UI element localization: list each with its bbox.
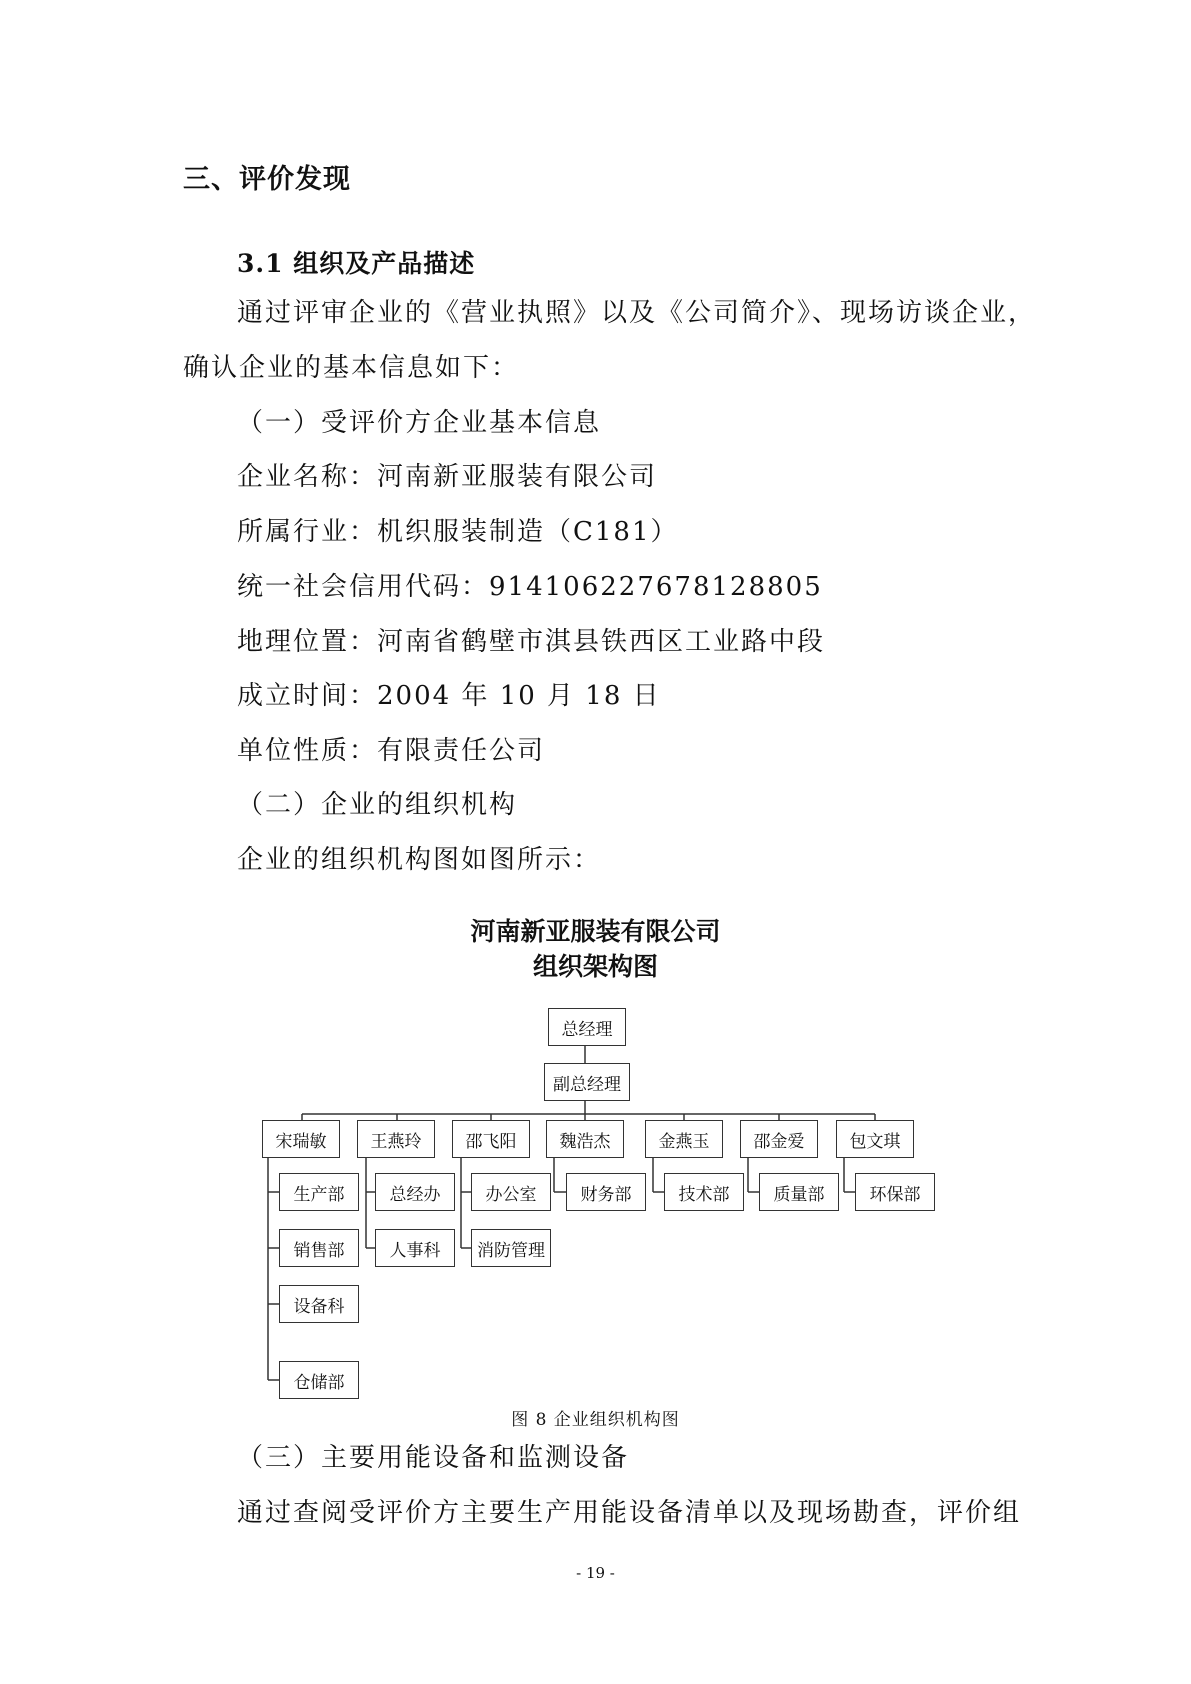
info-industry: 所属行业：机织服装制造（C181） [237, 517, 679, 547]
section-2-title: （二）企业的组织机构 [237, 790, 518, 820]
info-nature: 单位性质：有限责任公司 [237, 736, 546, 766]
org-node-department: 环保部 [855, 1173, 935, 1211]
org-node-department: 销售部 [279, 1229, 359, 1267]
org-node-department: 财务部 [566, 1173, 646, 1211]
org-node-department: 仓储部 [279, 1361, 359, 1399]
org-chart-title: 组织架构图 [532, 952, 658, 981]
org-node-general-manager: 总经理 [548, 1008, 626, 1046]
org-node-manager: 魏浩杰 [546, 1120, 624, 1158]
org-node-department: 生产部 [279, 1173, 359, 1211]
org-node-department: 设备科 [279, 1285, 359, 1323]
org-node-manager: 金燕玉 [645, 1120, 723, 1158]
section-3-title: （三）主要用能设备和监测设备 [237, 1443, 630, 1473]
intro-line-2: 确认企业的基本信息如下： [183, 353, 520, 383]
org-node-manager: 邵金爱 [740, 1120, 818, 1158]
section-heading: 三、评价发现 [183, 164, 351, 195]
org-node-manager: 包文琪 [836, 1120, 914, 1158]
org-node-department: 质量部 [759, 1173, 839, 1211]
section-1-title: （一）受评价方企业基本信息 [237, 408, 602, 438]
info-founded: 成立时间：2004 年 10 月 18 日 [237, 681, 661, 711]
org-node-department: 技术部 [664, 1173, 744, 1211]
org-node-manager: 宋瑞敏 [262, 1120, 340, 1158]
org-node-deputy-manager: 副总经理 [544, 1063, 630, 1101]
org-node-department: 人事科 [375, 1229, 455, 1267]
org-node-manager: 邵飞阳 [452, 1120, 530, 1158]
org-node-manager: 王燕玲 [357, 1120, 435, 1158]
body-last-line: 通过查阅受评价方主要生产用能设备清单以及现场勘查，评价组 [237, 1498, 1022, 1528]
figure-caption: 图 8 企业组织机构图 [511, 1410, 680, 1430]
page-number: - 19 - [576, 1564, 615, 1582]
org-node-department: 办公室 [471, 1173, 551, 1211]
org-node-department: 总经办 [375, 1173, 455, 1211]
info-credit-code: 统一社会信用代码：914106227678128805 [237, 572, 823, 602]
org-intro: 企业的组织机构图如图所示： [237, 845, 602, 875]
org-node-department: 消防管理 [471, 1229, 551, 1267]
info-company-name: 企业名称：河南新亚服装有限公司 [237, 462, 658, 492]
subsection-heading: 3.1 组织及产品描述 [237, 249, 476, 278]
info-location: 地理位置：河南省鹤壁市淇县铁西区工业路中段 [237, 627, 826, 657]
intro-line-1: 通过评审企业的《营业执照》以及《公司简介》、现场访谈企业， [237, 298, 1037, 328]
org-chart-title-company: 河南新亚服装有限公司 [470, 917, 721, 946]
